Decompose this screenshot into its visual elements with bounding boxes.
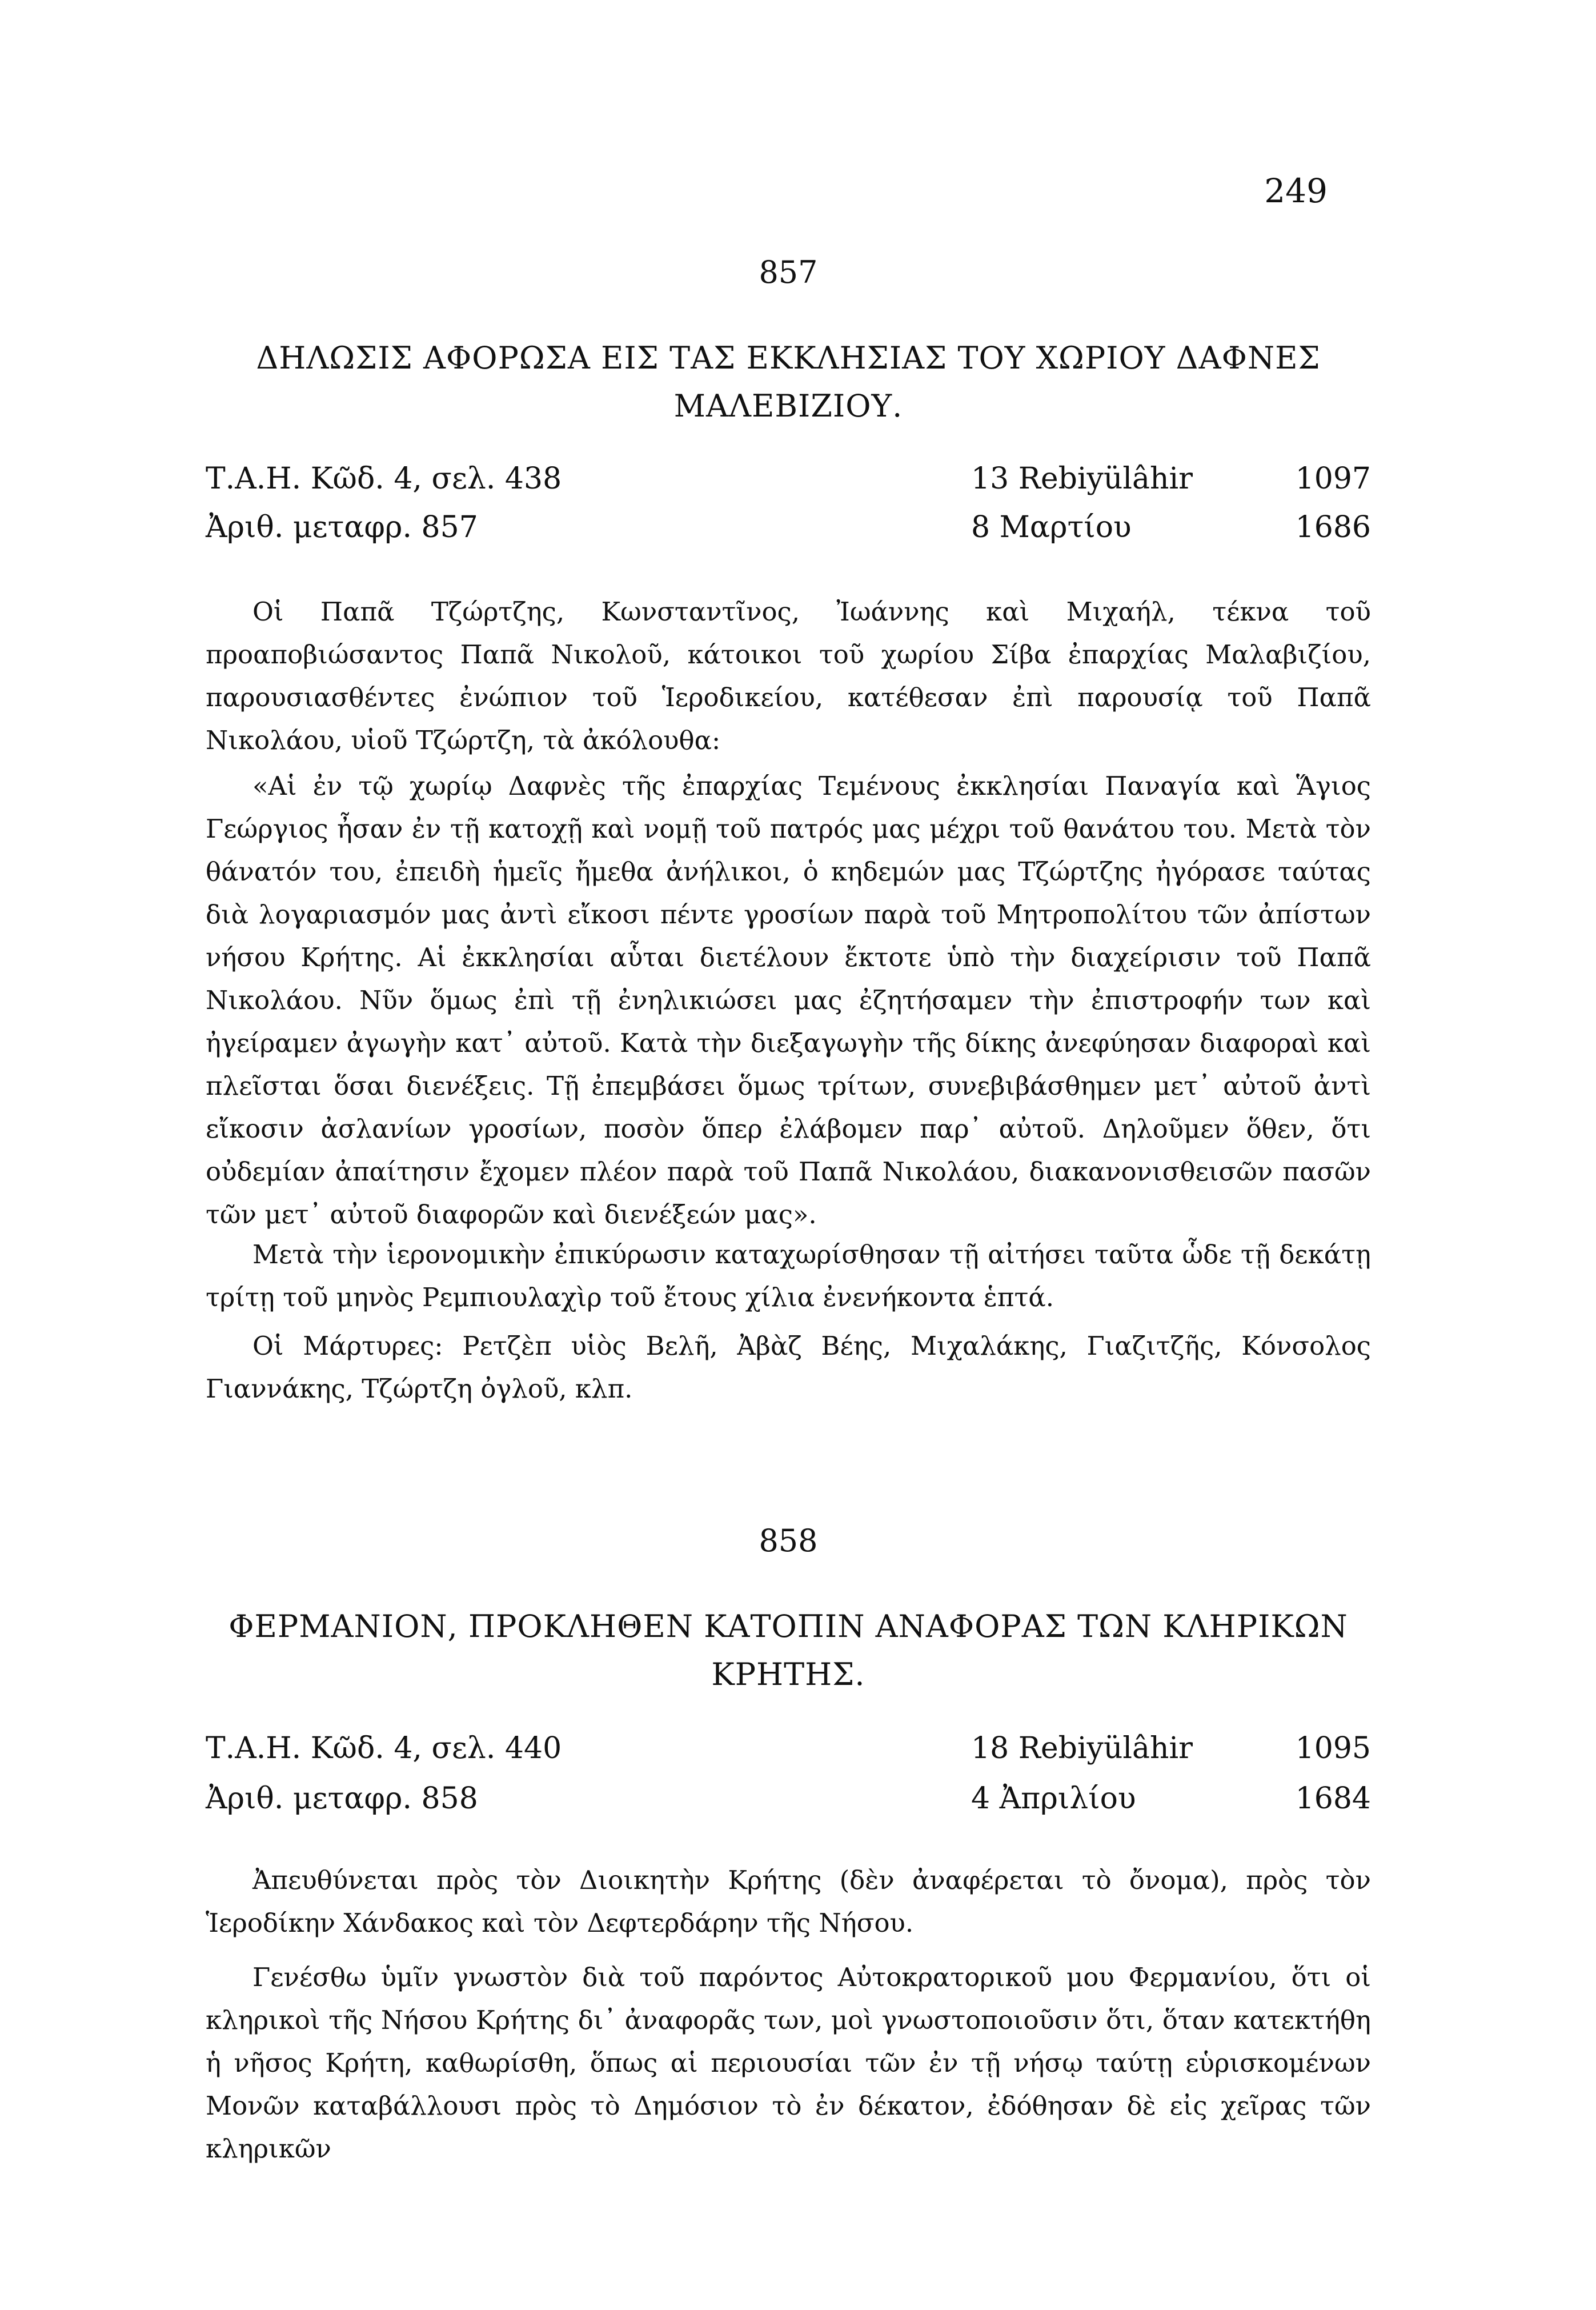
translation-number: Ἀριθ. μεταφρ. 858 xyxy=(206,1781,478,1816)
body-paragraph: Μετὰ τὴν ἱερονομικὴν ἐπικύρωσιν καταχωρίσθησαν τῇ αἰτήσει ταῦτα ὧδε τῇ δεκάτῃ τρίτῃ τοῦ μηνὸς Ρεμπιουλαχὶρ τοῦ ἔτους χίλια ἐνενήκοντα ἑπτά. xyxy=(206,1239,1371,1312)
page-number: 249 xyxy=(1264,171,1328,210)
document-title-line: ΔΗΛΩΣΙΣ ΑΦΟΡΩΣΑ ΕΙΣ ΤΑΣ ΕΚΚΛΗΣΙΑΣ ΤΟΥ ΧΩΡΙΟΥ ΔΑΦΝΕΣ xyxy=(256,340,1321,376)
document-title-line: ΜΑΛΕΒΙΖΙΟΥ. xyxy=(673,388,903,424)
archive-reference: Τ.Α.Η. Κῶδ. 4, σελ. 440 xyxy=(206,1731,562,1765)
hijri-date: 13 Rebiyülâhir xyxy=(971,462,1193,496)
quoted-statement-paragraph: «Αἱ ἐν τῷ χωρίῳ Δαφνὲς τῆς ἐπαρχίας Τεμένους ἐκκλησίαι Παναγία καὶ Ἅγιος Γεώργιος ἦσαν ἐν τῇ κατοχῇ καὶ νομῇ τοῦ πατρός μας μέχρι τοῦ θανάτου του. Μετὰ τὸν θάνατόν του, ἐπειδὴ ἡμεῖς ἤμεθα ἀνήλικοι, ὁ κηδεμών μας Τζώρτζης ἠγόρασε ταύτας διὰ λογαριασμόν μας ἀντὶ εἴκοσι πέντε γροσίων παρὰ τοῦ Μητροπολίτου τῶν ἀπίστων νήσου Κρήτης. Αἱ ἐκκλησίαι αὗται διετέλουν ἔκτοτε ὑπὸ τὴν διαχείρισιν τοῦ Παπᾶ Νικολάου. Νῦν ὅμως ἐπὶ τῇ ἐνηλικιώσει μας ἐζητήσαμεν τὴν ἐπιστροφήν των καὶ ἠγείραμεν ἀγωγὴν κατ᾽ αὐτοῦ. Κατὰ τὴν διεξαγωγὴν τῆς δίκης ἀνεφύησαν διαφοραὶ καὶ πλεῖσται ὅσαι διενέξεις. Τῇ ἐπεμβάσει ὅμως τρίτων, συνεβιβάσθημεν μετ᾽ αὐτοῦ ἀντὶ εἴκοσιν ἀσλανίων γροσίων, ποσὸν ὅπερ ἐλάβομεν παρ᾽ αὐτοῦ. Δηλοῦμεν ὅθεν, ὅτι οὐδεμίαν ἀπαίτησιν ἔχομεν πλέον παρὰ τοῦ Παπᾶ Νικολάου, διακανονισθεισῶν πασῶν τῶν μετ᾽ αὐτοῦ διαφορῶν καὶ διενέξεών μας». xyxy=(206,771,1371,1230)
document-number: 857 xyxy=(759,254,818,290)
document-title xyxy=(206,334,1371,430)
translation-reference-row xyxy=(206,1781,1371,1827)
document-title-line: ΚΡΗΤΗΣ. xyxy=(711,1656,865,1692)
firman-body-paragraph: Γενέσθω ὑμῖν γνωστὸν διὰ τοῦ παρόντος Αὐτοκρατορικοῦ μου Φερμανίου, ὅτι οἱ κληρικοὶ τῆς Νήσου Κρήτης δι᾽ ἀναφορᾶς των, μοὶ γνωστοποιοῦσιν ὅτι, ὅταν κατεκτήθη ἡ νῆσος Κρήτη, καθωρίσθη, ὅπως αἱ περιουσίαι τῶν ἐν τῇ νήσῳ ταύτῃ εὑρισκομένων Μονῶν καταβάλλουσι πρὸς τὸ Δημόσιον τὸ ἐν δέκατον, ἐδόθησαν δὲ εἰς χεῖρας τῶν κληρικῶν xyxy=(206,1962,1371,2164)
document-title xyxy=(206,1603,1371,1699)
body-paragraph: Οἱ Παπᾶ Τζώρτζης, Κωνσταντῖνος, Ἰωάννης καὶ Μιχαήλ, τέκνα τοῦ προαποβιώσαντος Παπᾶ Νικολοῦ, κάτοικοι τοῦ χωρίου Σίβα ἐπαρχίας Μαλαβιζίου, παρουσιασθέντες ἐνώπιον τοῦ Ἱεροδικείου, κατέθεσαν ἐπὶ παρουσίᾳ τοῦ Παπᾶ Νικολάου, υἱοῦ Τζώρτζη, τὰ ἀκόλουθα: xyxy=(206,596,1371,755)
gregorian-date: 8 Μαρτίου xyxy=(971,510,1132,545)
gregorian-year: 1686 xyxy=(1295,510,1371,545)
gregorian-date: 4 Ἀπριλίου xyxy=(971,1781,1136,1816)
document-title-line: ΦΕΡΜΑΝΙΟΝ, ΠΡΟΚΛΗΘΕΝ ΚΑΤΟΠΙΝ ΑΝΑΦΟΡΑΣ ΤΩΝ ΚΛΗΡΙΚΩΝ xyxy=(228,1608,1348,1644)
hijri-date: 18 Rebiyülâhir xyxy=(971,1731,1193,1765)
hijri-year: 1095 xyxy=(1295,1731,1371,1765)
document-number: 858 xyxy=(759,1523,818,1559)
archive-reference-row xyxy=(206,462,1371,507)
archive-reference: Τ.Α.Η. Κῶδ. 4, σελ. 438 xyxy=(206,462,562,496)
addressee-paragraph: Ἀπευθύνεται πρὸς τὸν Διοικητὴν Κρήτης (δὲν ἀναφέρεται τὸ ὄνομα), πρὸς τὸν Ἱεροδίκην Χάνδακος καὶ τὸν Δεφτερδάρην τῆς Νήσου. xyxy=(206,1865,1371,1938)
archive-reference-row xyxy=(206,1731,1371,1777)
witnesses-paragraph: Οἱ Μάρτυρες: Ρετζὲπ υἱὸς Βελῆ, Ἀβὰζ Βέης, Μιχαλάκης, Γιαζιτζῆς, Κόνσολος Γιαννάκης, Τζώρτζη ὀγλοῦ, κλπ. xyxy=(206,1331,1371,1404)
translation-reference-row xyxy=(206,510,1371,556)
gregorian-year: 1684 xyxy=(1295,1781,1371,1816)
translation-number: Ἀριθ. μεταφρ. 857 xyxy=(206,510,478,545)
hijri-year: 1097 xyxy=(1295,462,1371,496)
